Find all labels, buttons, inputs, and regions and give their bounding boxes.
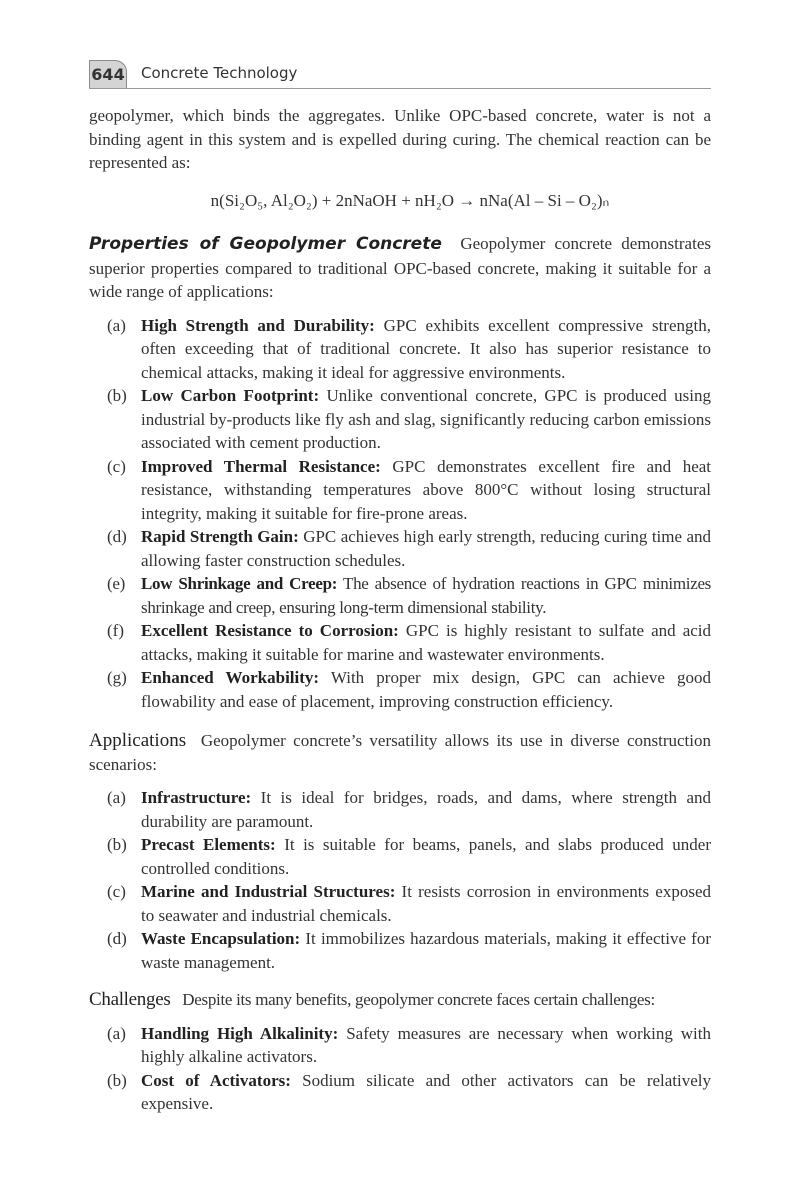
list-term: Low Shrinkage and Creep: xyxy=(141,574,338,593)
list-item xyxy=(89,455,711,526)
list-item xyxy=(89,880,711,927)
list-marker: (e) xyxy=(107,574,125,593)
page-header xyxy=(89,58,711,89)
list-marker: (f) xyxy=(107,621,124,640)
list-marker: (g) xyxy=(107,668,127,687)
applications-intro-text: Geopolymer concrete’s versatility allows its use in diverse construction scenarios: xyxy=(89,731,711,774)
applications-heading: Applications xyxy=(89,730,187,751)
properties-intro-paragraph xyxy=(89,232,711,304)
list-item xyxy=(89,572,711,619)
list-term: High Strength and Durability: xyxy=(141,315,375,335)
list-marker: (b) xyxy=(107,835,127,854)
list-term: Rapid Strength Gain: xyxy=(141,527,299,546)
list-text: It immobilizes hazardous materials, making it effective for waste management. xyxy=(141,929,712,972)
list-marker: (a) xyxy=(107,788,126,807)
list-term: Marine and Industrial Structures: xyxy=(141,882,396,901)
chemical-equation xyxy=(89,189,711,213)
list-text: Safety measures are necessary when working with highly alkaline activators. xyxy=(141,1023,712,1066)
properties-intro-text: Geopolymer concrete demonstrates superior properties compared to traditional OPC-based concrete, making it suitable for a wide range of applications: xyxy=(89,234,711,301)
list-text: It resists corrosion in environments exposed to seawater and industrial chemicals. xyxy=(141,882,712,925)
list-text: Unlike conventional concrete, GPC is produced using industrial by-products like fly ash and slag, significantly reducing carbon emissions associated with cement production. xyxy=(141,386,711,452)
list-marker: (b) xyxy=(107,386,127,405)
challenges-list xyxy=(89,1022,711,1116)
list-text: It is ideal for bridges, roads, and dams, where strength and durability are paramount. xyxy=(141,788,712,831)
list-text: It is suitable for beams, panels, and slabs produced under controlled conditions. xyxy=(141,835,711,878)
list-item xyxy=(89,927,711,974)
list-text: Sodium silicate and other activators can be relatively expensive. xyxy=(141,1070,712,1113)
applications-list xyxy=(89,786,711,974)
challenges-intro-paragraph xyxy=(89,988,711,1012)
list-text: GPC demonstrates excellent fire and heat resistance, withstanding temperatures above 800°C without losing structural integrity, making it suitable for fire-prone areas. xyxy=(141,456,712,523)
list-item xyxy=(89,619,711,666)
list-item xyxy=(89,1069,711,1116)
running-title: Concrete Technology xyxy=(141,64,298,82)
list-item xyxy=(89,786,711,833)
list-item xyxy=(89,666,711,713)
list-term: Low Carbon Footprint: xyxy=(141,386,320,405)
challenges-section xyxy=(89,988,711,1116)
list-term: Precast Elements: xyxy=(141,835,276,854)
list-marker: (d) xyxy=(107,527,127,546)
list-item xyxy=(89,314,711,385)
list-marker: (c) xyxy=(107,882,126,901)
list-text: With proper mix design, GPC can achieve good flowability and ease of placement, improving construction efficiency. xyxy=(141,668,711,711)
equation-text: n(Si₂O₅, Al₂O₂) + 2nNaOH + nH₂O → nNa(Al – Si – O₂)ₙ xyxy=(210,190,610,210)
challenges-intro-text: Despite its many benefits, geopolymer concrete faces certain challenges: xyxy=(182,990,655,1009)
list-marker: (a) xyxy=(107,315,126,335)
list-marker: (c) xyxy=(107,456,126,476)
list-item xyxy=(89,525,711,572)
list-marker: (a) xyxy=(107,1023,126,1043)
list-term: Handling High Alkalinity: xyxy=(141,1023,339,1043)
list-text: GPC achieves high early strength, reducing curing time and allowing faster construction schedules. xyxy=(141,527,711,570)
list-item xyxy=(89,1022,711,1069)
list-marker: (b) xyxy=(107,1070,127,1090)
intro-paragraph: geopolymer, which binds the aggregates. Unlike OPC-based concrete, water is not a binding agent in this system and is expelled during curing. The chemical reaction can be represented as: xyxy=(89,106,711,172)
list-term: Infrastructure: xyxy=(141,788,252,807)
properties-heading: Properties of Geopolymer Concrete xyxy=(89,234,442,254)
properties-section xyxy=(89,232,711,713)
list-item xyxy=(89,833,711,880)
list-text: GPC is highly resistant to sulfate and acid attacks, making it suitable for marine and wastewater environments. xyxy=(141,621,712,664)
list-item xyxy=(89,384,711,455)
list-term: Waste Encapsulation: xyxy=(141,929,301,948)
list-text: The absence of hydration reactions in GPC minimizes shrinkage and creep, ensuring long-term dimensional stability. xyxy=(141,574,712,617)
list-term: Improved Thermal Resistance: xyxy=(141,456,381,476)
list-term: Enhanced Workability: xyxy=(141,668,320,687)
list-term: Excellent Resistance to Corrosion: xyxy=(141,621,399,640)
page-number-tab: 644 xyxy=(89,60,127,88)
book-page xyxy=(89,58,711,1116)
applications-intro-paragraph xyxy=(89,729,711,776)
list-text: GPC exhibits excellent compressive strength, often exceeding that of traditional concrete. It also has superior resistance to chemical attacks, making it ideal for aggressive environments. xyxy=(141,315,711,382)
list-marker: (d) xyxy=(107,929,127,948)
properties-list xyxy=(89,314,711,714)
challenges-heading: Challenges xyxy=(89,989,171,1010)
list-term: Cost of Activators: xyxy=(141,1070,291,1090)
applications-section xyxy=(89,729,711,974)
